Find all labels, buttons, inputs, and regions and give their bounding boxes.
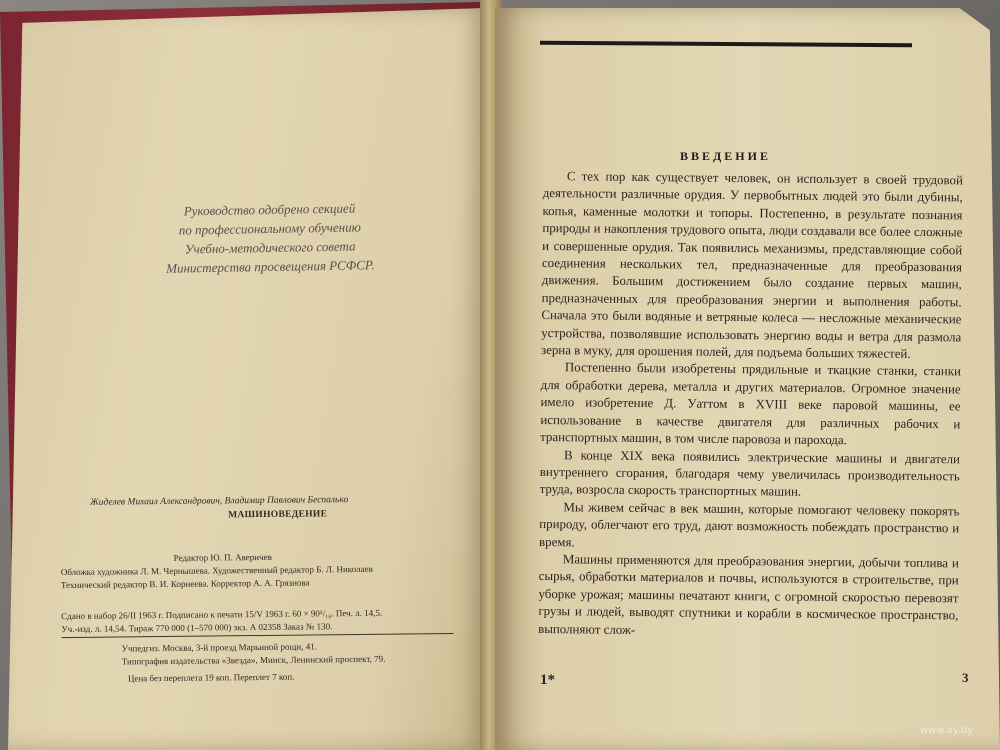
body-paragraph: С тех пор как существует человек, он использует в своей трудовой деятельности различные орудия. У первобытных людей это были дубины, копья, каменные молотки и топоры. Постепенно, в результате познания природы и накопления трудового опыта, люди создавали все более сложные и совершенные орудия. Так появились механизмы, представляющие собой соединения нескольких тел, предназначенные для преобразования движения. Большим достижением было создание первых машин, предназначенных для преобразования энергии и выполнения работы. Сначала это были водяные и ветряные колеса — несложные механические устройства, позволявшие использовать энергию воды и ветра для размола зерна в муку, для орошения полей, для подъема больших тяжестей.: [541, 169, 963, 361]
approval-note: [139, 198, 400, 279]
page-number: 3: [962, 670, 969, 685]
body-paragraph: Мы живем сейчас в век машин, которые помогают человеку покорять природу, облегчают его труд, дают возможность побеждать пространство и время.: [539, 499, 960, 549]
signature-mark: 1*: [540, 672, 555, 688]
approval-line: Учебно-методического совета: [184, 238, 356, 257]
body-paragraph: В конце XIX века появились электрические машины и двигатели внутреннего сгорания, благодаря чему увеличилась производительность труда, возросла скорость транспортных машин.: [539, 447, 961, 500]
credit-line: Обложка художника Л. М. Чернышева. Художественный редактор Б. Л. Николаев: [60, 563, 373, 578]
credit-line: Редактор Ю. П. Аверичев: [173, 551, 272, 563]
publishing-line: Уч.-изд. л. 14,54. Тираж 770 000 (1–570 000) экз. А 02358 Заказ № 130.: [61, 621, 333, 635]
body-paragraph: Машины применяются для преобразования энергии, добычи топлива и сырья, обработки материалов и почвы, используются в строительстве, при уборке урожая; машины печатают книги, с огромной скоростью перевозят грузы и людей, выводят спутники и корабли в космическое пространство, выполняют слож-: [538, 552, 959, 637]
approval-line: по профессиональному обучению: [178, 219, 361, 238]
chapter-body: [538, 168, 963, 642]
chapter-heading: ВВЕДЕНИЕ: [680, 149, 771, 163]
imprint-price: Цена без переплета 19 коп. Переплет 7 коп.: [127, 671, 295, 684]
imprint-authors: Жиделев Михаил Александрович, Владимир Павлович Беспалько: [90, 495, 349, 508]
imprint-book-title: МАШИНОВЕДЕНИЕ: [228, 509, 328, 521]
credit-line: Технический редактор В. И. Корнеева. Корректор А. А. Грязнова: [60, 577, 310, 591]
imprint-credits: [61, 549, 461, 592]
publishing-line: Сдано в набор 26/II 1963 г. Подписано к печати 15/V 1963 г. 60 × 90¹/₁₆. Печ. л. 14,5.: [61, 607, 383, 622]
approval-line: Министерства просвещения РСФСР.: [166, 257, 375, 276]
printer-line: Типография издательства «Звезда», Минск, Ленинский проспект, 79.: [121, 653, 386, 667]
approval-line: Руководство одобрено секцией: [183, 200, 356, 219]
watermark: www.ay.by: [920, 725, 973, 736]
imprint-publishing-data: [61, 606, 453, 636]
printer-line: Учпедгиз. Москва, 3-й проезд Марьиной рощи, 41.: [121, 641, 317, 654]
body-paragraph: Постепенно были изобретены прядильные и ткацкие станки, станки для обработки дерева, металла и других материалов. Огромное значение имело изобретение Д. Уаттом в XVIII веке паровой машины, ее использование в качестве двигателя для различных рабочих и транспортных машин, в том числе паровоза и парохода.: [540, 360, 961, 448]
imprint-printer: [122, 639, 452, 668]
